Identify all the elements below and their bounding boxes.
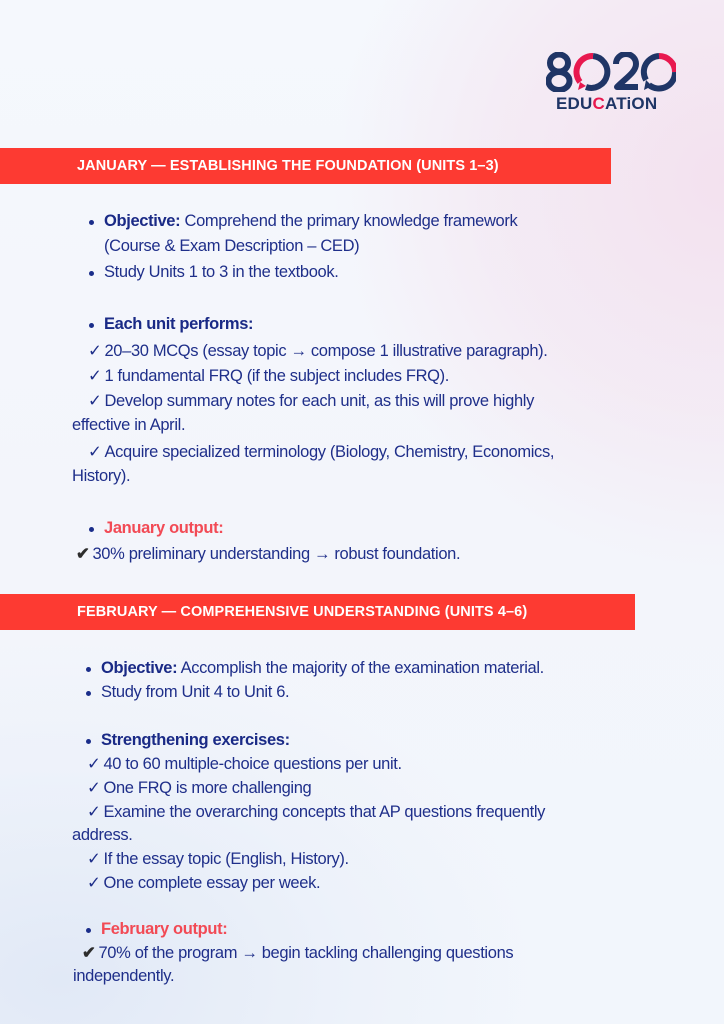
output-heading	[104, 519, 223, 538]
check-icon: ✓	[88, 342, 102, 360]
study-item: Study from Unit 4 to Unit 6.	[101, 683, 290, 701]
section-banner-january	[0, 148, 611, 184]
task-item	[88, 341, 548, 361]
output-text: 70% of the program → begin tackling challenging questions	[98, 944, 514, 962]
objective-label: Objective:	[104, 212, 181, 230]
tasks-heading	[104, 315, 253, 334]
task-text: 40 to 60 multiple-choice questions per unit.	[103, 755, 402, 773]
output-label: January output:	[104, 519, 224, 537]
check-icon: ✓	[88, 443, 102, 461]
task-item	[87, 754, 402, 774]
task-text: 1 fundamental FRQ (if the subject includes FRQ).	[104, 367, 450, 385]
check-icon: ✓	[87, 850, 101, 868]
task-item	[87, 802, 545, 822]
logo-word-accent: C	[592, 94, 605, 113]
task-text: Examine the overarching concepts that AP questions frequently	[103, 803, 546, 821]
section-heading: JANUARY — ESTABLISHING THE FOUNDATION (UNITS 1–3)	[77, 158, 499, 174]
task-item	[87, 778, 311, 798]
logo-digit-8	[549, 55, 570, 91]
output-text-continued: independently.	[73, 967, 175, 985]
task-item	[88, 391, 534, 411]
output-item	[76, 544, 460, 564]
output-item	[82, 943, 513, 963]
task-item	[87, 849, 349, 869]
logo-digit-0-bubble	[576, 56, 607, 90]
task-text: If the essay topic (English, History).	[103, 850, 349, 868]
objective-label: Objective:	[101, 659, 178, 677]
tasks-label: Each unit performs:	[104, 315, 254, 333]
section-banner-february	[0, 594, 635, 630]
tasks-label: Strengthening exercises:	[101, 731, 290, 749]
check-icon: ✓	[88, 367, 102, 385]
check-icon: ✓	[87, 755, 101, 773]
tasks-heading	[101, 731, 290, 750]
task-text: 20–30 MCQs (essay topic → compose 1 illustrative paragraph).	[104, 342, 548, 360]
logo-numerals-8020	[546, 52, 676, 92]
logo-word-part: ATiON	[604, 94, 658, 113]
brand-logo	[546, 52, 676, 114]
objective-text: Accomplish the majority of the examination material.	[177, 659, 544, 677]
task-text: One FRQ is more challenging	[103, 779, 312, 797]
output-label: February output:	[101, 920, 228, 938]
check-heavy-icon: ✔	[82, 944, 96, 962]
check-icon: ✓	[88, 392, 102, 410]
task-text: Develop summary notes for each unit, as this will prove highly	[104, 392, 534, 410]
task-item	[88, 366, 449, 386]
objective-text-continued: (Course & Exam Description – CED)	[104, 237, 360, 255]
section-heading: FEBRUARY — COMPREHENSIVE UNDERSTANDING (UNITS 4–6)	[77, 604, 528, 620]
logo-word-part: EDU	[556, 94, 593, 113]
output-heading	[101, 920, 227, 939]
check-icon: ✓	[87, 779, 101, 797]
objective-item	[104, 212, 517, 231]
task-text: Acquire specialized terminology (Biology, Chemistry, Economics,	[104, 443, 555, 461]
task-text: One complete essay per week.	[103, 874, 321, 892]
check-icon: ✓	[87, 803, 101, 821]
task-item	[87, 873, 320, 893]
objective-text: Comprehend the primary knowledge framework	[180, 212, 518, 230]
output-text: 30% preliminary understanding → robust foundation.	[92, 545, 461, 563]
objective-item	[101, 659, 544, 678]
check-icon: ✓	[87, 874, 101, 892]
task-text-continued: effective in April.	[72, 416, 186, 434]
logo-wordmark	[556, 94, 657, 114]
study-item: Study Units 1 to 3 in the textbook.	[104, 263, 339, 281]
logo-digit-2	[616, 54, 638, 87]
task-item	[88, 442, 554, 462]
check-heavy-icon: ✔	[76, 545, 90, 563]
logo-digit-0-bubble-2	[644, 56, 675, 90]
task-text-continued: address.	[72, 826, 133, 844]
task-text-continued: History).	[72, 467, 131, 485]
